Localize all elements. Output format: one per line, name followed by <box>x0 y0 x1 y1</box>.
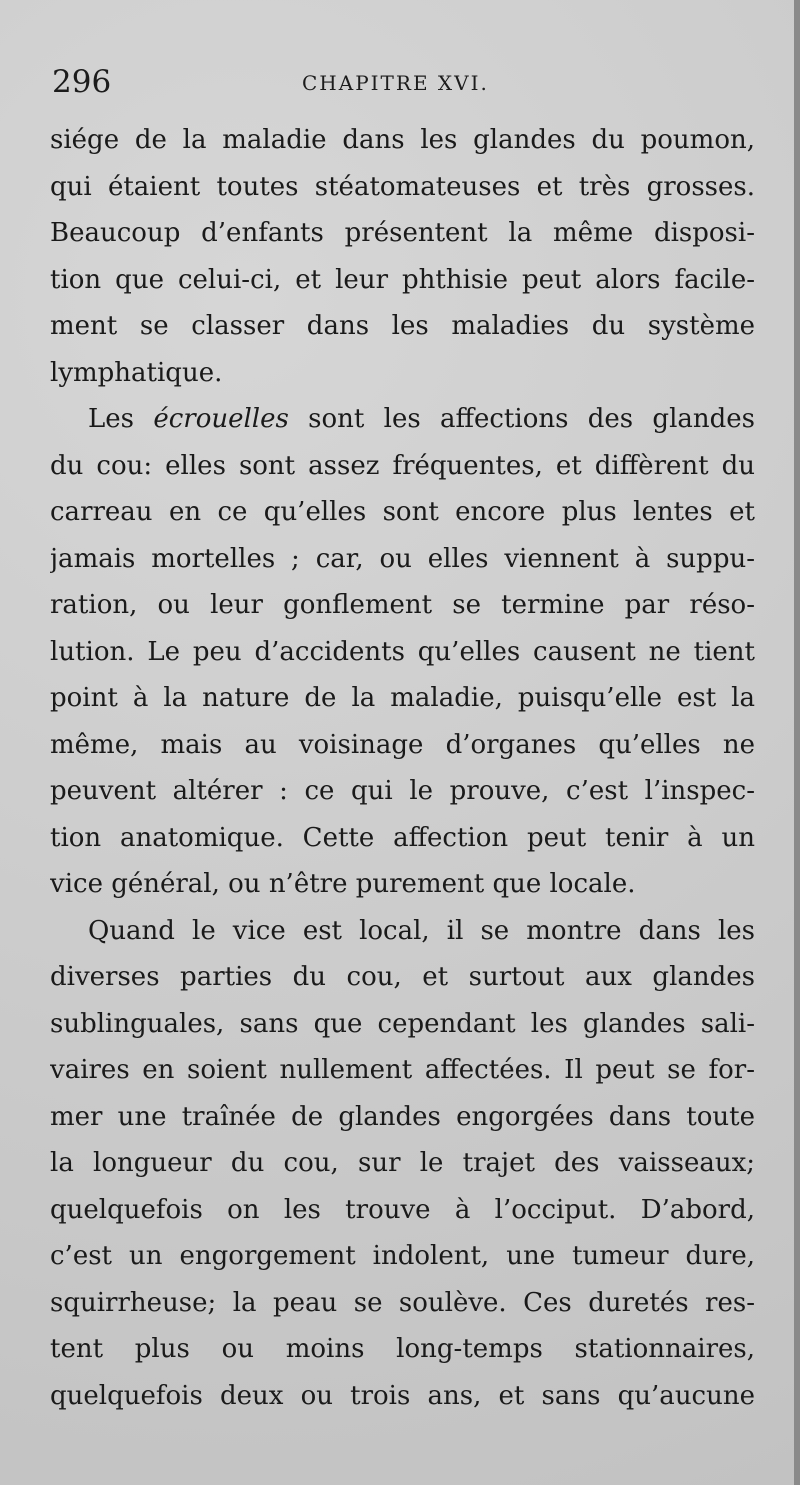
text-line: du cou: elles sont assez fréquentes, et diffèrent du <box>50 450 755 481</box>
text-line: ration, ou leur gonflement se termine par réso- <box>50 590 755 620</box>
text-line: ment se classer dans les maladies du système <box>50 311 755 341</box>
text-line: diverses parties du cou, et surtout aux glandes <box>50 962 755 992</box>
text-line: tent plus ou moins long-temps stationnaires, <box>50 1334 755 1364</box>
text-line: Beaucoup d’enfants présentent la même disposi- <box>50 218 755 248</box>
text-line: jamais mortelles ; car, ou elles viennent à suppu- <box>50 543 755 574</box>
text-line: siége de la maladie dans les glandes du poumon, <box>50 125 755 155</box>
text-line: sublinguales, sans que cependant les glandes sali- <box>50 1008 755 1039</box>
text-line: carreau en ce qu’elles sont encore plus lentes et <box>50 497 755 527</box>
text-line: point à la nature de la maladie, puisqu’elle est la <box>50 683 755 713</box>
text-line: quelquefois deux ou trois ans, et sans qu’aucune <box>50 1380 755 1411</box>
text-line: quelquefois on les trouve à l’occiput. D’abord, <box>50 1194 755 1225</box>
text-line: mer une traînée de glandes engorgées dans toute <box>50 1101 755 1132</box>
text-line: tion que celui-ci, et leur phthisie peut alors facile- <box>50 264 755 295</box>
paragraph-start-line: Les écrouelles sont les affections des glandes <box>88 404 755 434</box>
page-edge <box>794 0 800 1485</box>
running-head: CHAPITRE XVI. <box>302 71 489 95</box>
text-line: même, mais au voisinage d’organes qu’elles ne <box>50 729 755 760</box>
page-number: 296 <box>52 64 112 100</box>
text-line: tion anatomique. Cette affection peut tenir à un <box>50 822 755 853</box>
text-line: c’est un engorgement indolent, une tumeur dure, <box>50 1241 755 1271</box>
text-line: squirrheuse; la peau se soulève. Ces duretés res- <box>50 1287 755 1318</box>
text-line: lymphatique. <box>50 357 223 388</box>
text-line: vice général, ou n’être purement que locale. <box>50 869 636 899</box>
text-line: vaires en soient nullement affectées. Il peut se for- <box>50 1055 755 1085</box>
page-header <box>52 62 752 102</box>
text-line: qui étaient toutes stéatomateuses et très grosses. <box>50 171 755 202</box>
italic-term: écrouelles <box>153 404 289 434</box>
text-line: peuvent altérer : ce qui le prouve, c’est l’inspec- <box>50 776 755 806</box>
text-line: la longueur du cou, sur le trajet des vaisseaux; <box>50 1148 755 1178</box>
body-text <box>50 117 755 1419</box>
paragraph-start-line: Quand le vice est local, il se montre dans les <box>88 915 755 946</box>
text-line: lution. Le peu d’accidents qu’elles causent ne tient <box>50 636 755 667</box>
